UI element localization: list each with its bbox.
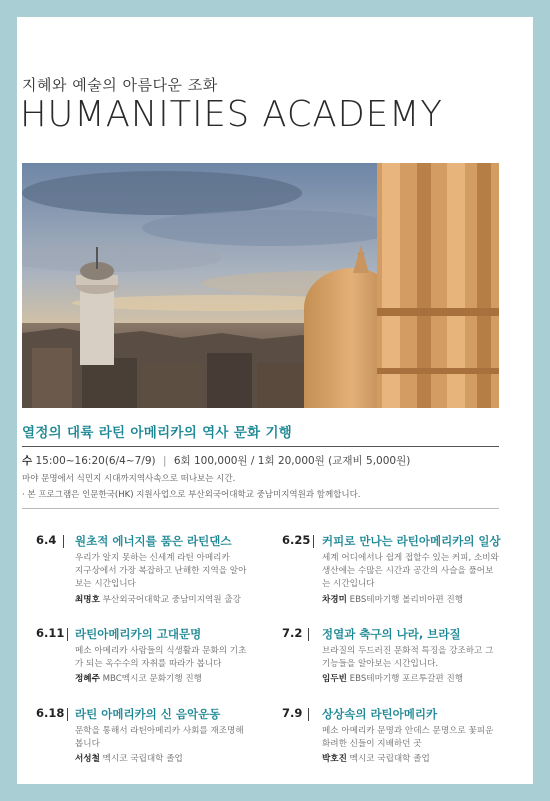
divider: [22, 446, 499, 447]
desc-line: 보는 시간입니다: [75, 579, 136, 589]
desc-line: 봅니다: [75, 739, 100, 749]
lecture-title: 정열과 축구의 나라, 브라질: [322, 627, 461, 641]
speaker-affiliation: MBC멕시코 문화기행 진행: [102, 674, 202, 684]
lecture-date: 6.18: [36, 706, 65, 720]
speaker-name: 차경미: [322, 595, 347, 605]
desc-line: 세계 어디에서나 쉽게 접할수 있는 커피, 소비와: [322, 553, 499, 563]
program-note: · 본 프로그램은 인문한국(HK) 지원사업으로 부산외국어대학교 중남미지역원과 함께합니다.: [22, 490, 361, 500]
lecture-date: 7.9: [282, 706, 303, 720]
lecture-title: 원초적 에너지를 품은 라틴댄스: [75, 534, 232, 548]
speaker-name: 임두빈: [322, 674, 347, 684]
intro-text: 마야 문명에서 식민지 시대까지역사속으로 떠나보는 시간.: [22, 474, 236, 484]
lecture-description: [75, 725, 265, 751]
lecture-speaker: [322, 593, 463, 605]
divider: [308, 708, 309, 721]
divider: [67, 628, 68, 641]
desc-line: 우리가 알지 못하는 신세계 라틴 아메리카: [75, 553, 230, 563]
desc-line: 문학을 통해서 라틴아메리카 사회를 재조명해: [75, 726, 244, 736]
program-headline: 열정의 대륙 라틴 아메리카의 역사 문화 기행: [22, 425, 293, 441]
lecture-description: [322, 645, 512, 671]
desc-line: 지구상에서 가장 복잡하고 난해한 지역을 알아: [75, 566, 247, 576]
divider: [308, 628, 309, 641]
lecture-date: 6.4: [36, 533, 57, 547]
lecture-speaker: [322, 752, 430, 764]
desc-line: 가 되는 옥수수의 자취를 따라가 봅니다: [75, 659, 222, 669]
schedule-time: 15:00~16:20(6/4~7/9): [35, 455, 156, 467]
lecture-description: [322, 552, 512, 591]
schedule-line: [22, 453, 410, 468]
lecture-date: 6.25: [282, 533, 311, 547]
lecture-title: 커피로 만나는 라틴아메리카의 일상: [322, 534, 501, 548]
desc-line: 브라질의 두드러진 문화적 특징을 강조하고 그: [322, 646, 494, 656]
lecture-description: [322, 725, 512, 751]
desc-line: 메소 아메리카 문명과 안데스 문명으로 꽃피운: [322, 726, 494, 736]
speaker-name: 최명호: [75, 595, 100, 605]
lecture-description: [75, 552, 265, 591]
poster-subtitle: 지혜와 예술의 아름다운 조화: [22, 76, 218, 94]
lecture-date: 7.2: [282, 626, 303, 640]
schedule-day: 수: [22, 455, 33, 467]
speaker-affiliation: 멕시코 국립대학 졸업: [349, 754, 430, 764]
desc-line: 화려한 신들이 지배하던 곳: [322, 739, 422, 749]
divider: [313, 535, 314, 548]
lecture-description: [75, 645, 265, 671]
poster-title: HUMANITIES ACADEMY: [20, 94, 443, 135]
speaker-affiliation: EBS테마기행 볼리비아편 진행: [349, 595, 464, 605]
lecture-date: 6.11: [36, 626, 65, 640]
divider: [63, 535, 64, 548]
speaker-name: 박호진: [322, 754, 347, 764]
paris-rooftops-photo: [22, 163, 499, 408]
lecture-speaker: [75, 672, 202, 684]
schedule-fee: 6회 100,000원 / 1회 20,000원 (교재비 5,000원): [173, 455, 411, 467]
lecture-title: 라틴아메리카의 고대문명: [75, 627, 202, 641]
speaker-affiliation: EBS테마기행 포르투갈편 진행: [349, 674, 464, 684]
desc-line: 생산에는 수많은 시간과 공간의 사슬을 풀어보: [322, 566, 494, 576]
desc-line: 는 시간입니다: [322, 579, 375, 589]
speaker-affiliation: 부산외국어대학교 중남미지역원 출강: [102, 595, 241, 605]
lecture-title: 라틴 아메리카의 신 음악운동: [75, 707, 221, 721]
desc-line: 메소 아메리카 사람들의 식생활과 문화의 기초: [75, 646, 247, 656]
lecture-speaker: [322, 672, 463, 684]
lecture-speaker: [75, 593, 241, 605]
divider: [22, 508, 499, 509]
speaker-affiliation: 멕시코 국립대학 졸업: [102, 754, 183, 764]
schedule-separator: |: [162, 455, 167, 467]
speaker-name: 정혜주: [75, 674, 100, 684]
lecture-speaker: [75, 752, 183, 764]
desc-line: 기능들을 알아보는 시간입니다.: [322, 659, 439, 669]
lecture-title: 상상속의 라틴아메리카: [322, 707, 438, 721]
speaker-name: 서성철: [75, 754, 100, 764]
divider: [67, 708, 68, 721]
